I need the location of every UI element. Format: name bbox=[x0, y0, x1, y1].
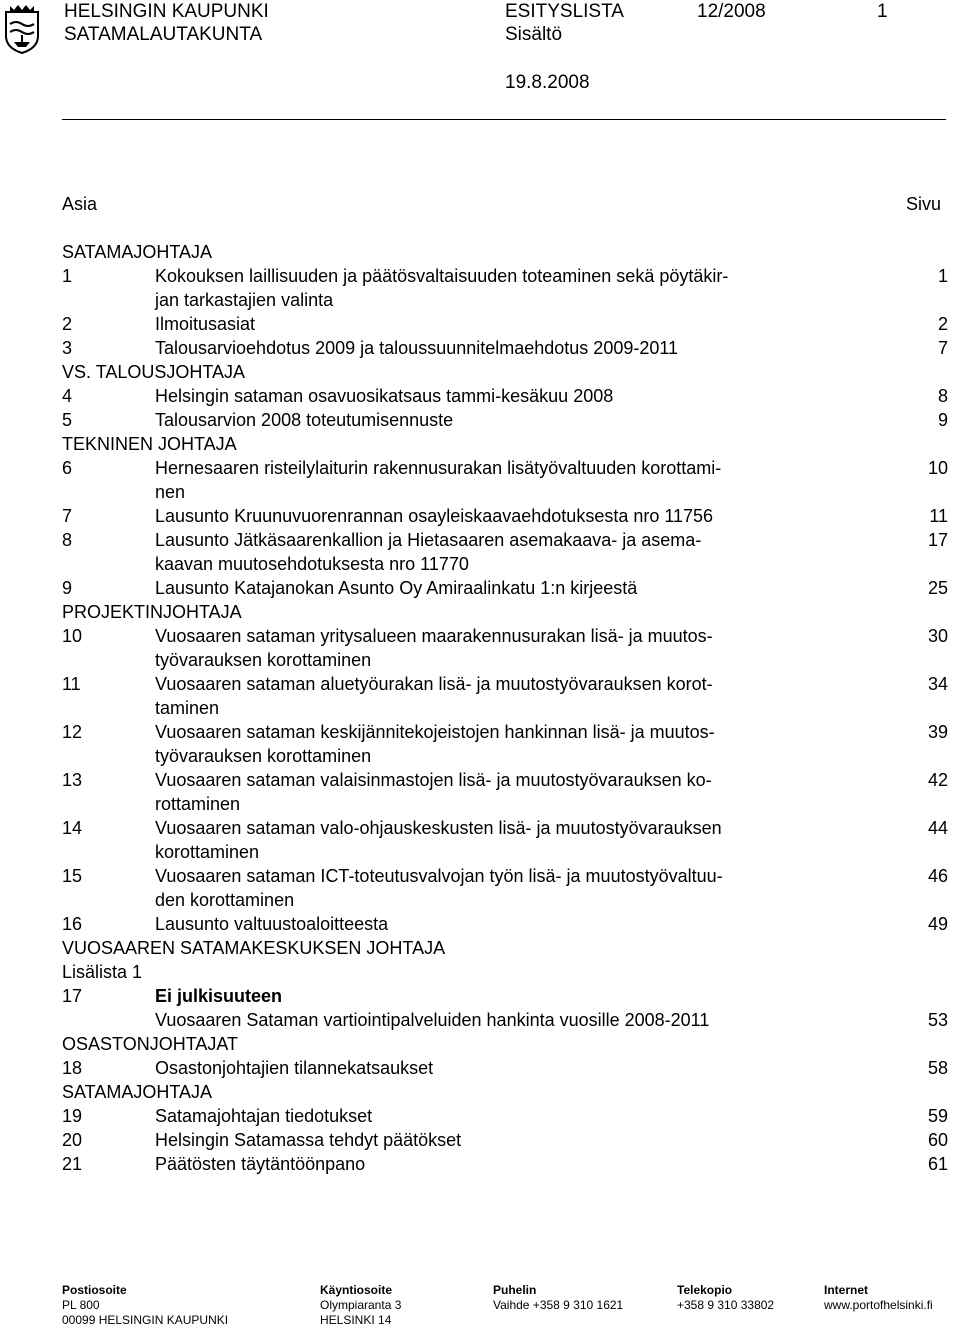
toc-item-page: 8 bbox=[937, 386, 948, 406]
toc-item-number: 3 bbox=[62, 338, 73, 358]
footer-fax-line1: +358 9 310 33802 bbox=[677, 1298, 775, 1312]
toc-section-heading: OSASTONJOHTAJAT bbox=[62, 1034, 239, 1054]
footer-internet-label: Internet bbox=[824, 1283, 869, 1297]
toc-item bbox=[62, 672, 950, 718]
toc-item-page: 39 bbox=[927, 722, 948, 742]
toc-item-title: Lausunto Katajanokan Asunto Oy Amiraalinkatu 1:n kirjeestä bbox=[155, 578, 638, 598]
toc-item-page: 11 bbox=[929, 506, 948, 526]
footer-postal-label: Postiosoite bbox=[62, 1283, 127, 1297]
toc-item-title: Talousarvion 2008 toteutumisennuste bbox=[155, 410, 454, 430]
column-subject: Asia bbox=[62, 194, 98, 214]
toc-item-title: Helsingin sataman osavuosikatsaus tammi-kesäkuu 2008 bbox=[155, 386, 614, 406]
toc-item-number: 9 bbox=[62, 578, 73, 598]
toc-item bbox=[62, 456, 950, 502]
footer-visit-line2: HELSINKI 14 bbox=[320, 1313, 392, 1327]
column-page: Sivu bbox=[906, 194, 942, 214]
toc-item-title: Osastonjohtajien tilannekatsaukset bbox=[155, 1058, 434, 1078]
toc-item-number: 20 bbox=[62, 1130, 83, 1150]
toc-item-title: Hernesaaren risteilylaiturin rakennusurakan lisätyövaltuuden korottami- bbox=[155, 458, 722, 478]
footer-visit-label: Käyntiosoite bbox=[320, 1283, 393, 1297]
toc-item-title: Vuosaaren Sataman vartiointipalveluiden hankinta vuosille 2008-2011 bbox=[155, 1010, 710, 1030]
toc-item-page: 49 bbox=[927, 914, 948, 934]
toc-item bbox=[62, 504, 950, 528]
toc-item bbox=[62, 264, 950, 310]
toc-section-heading: TEKNINEN JOHTAJA bbox=[62, 434, 237, 454]
toc-item-title: nen bbox=[155, 482, 186, 502]
toc-item-number: 15 bbox=[62, 866, 83, 886]
toc-item bbox=[62, 816, 950, 862]
toc-item-number: 1 bbox=[62, 266, 73, 286]
toc-item bbox=[62, 864, 950, 910]
toc-item-title: Lausunto valtuustoaloitteesta bbox=[155, 914, 389, 934]
toc-section-heading: VUOSAAREN SATAMAKESKUKSEN JOHTAJA bbox=[62, 938, 446, 958]
toc-item bbox=[62, 912, 950, 936]
toc-item bbox=[62, 312, 950, 336]
toc-item-page: 2 bbox=[937, 314, 948, 334]
toc-item-number: 2 bbox=[62, 314, 73, 334]
toc-item-page: 59 bbox=[927, 1106, 948, 1126]
footer-visit-line1: Olympiaranta 3 bbox=[320, 1298, 402, 1312]
toc-item bbox=[62, 384, 950, 408]
toc-item-title: Vuosaaren sataman ICT-toteutusvalvojan työn lisä- ja muutostyövaltuu- bbox=[155, 866, 723, 886]
toc-section-heading: SATAMAJOHTAJA bbox=[62, 1082, 213, 1102]
toc-item-number: 12 bbox=[62, 722, 83, 742]
toc-item-page: 61 bbox=[927, 1154, 948, 1174]
toc-item bbox=[62, 768, 950, 814]
toc-item-page: 53 bbox=[927, 1010, 948, 1030]
toc-item bbox=[62, 336, 950, 360]
toc-item-title: Kokouksen laillisuuden ja päätösvaltaisuuden toteaminen sekä pöytäkir- bbox=[155, 266, 729, 286]
toc-item-number: 18 bbox=[62, 1058, 83, 1078]
toc-item-number: 5 bbox=[62, 410, 73, 430]
toc-item bbox=[62, 408, 950, 432]
toc-item bbox=[62, 1104, 950, 1128]
toc-item-title: Lausunto Jätkäsaarenkallion ja Hietasaaren asemakaava- ja asema- bbox=[155, 530, 702, 550]
toc-item-number: 21 bbox=[62, 1154, 83, 1174]
toc-item-title: Vuosaaren sataman aluetyöurakan lisä- ja muutostyövarauksen korot- bbox=[155, 674, 713, 694]
toc-item-title: korottaminen bbox=[155, 842, 260, 862]
toc-item-title: kaavan muutosehdotuksesta nro 11770 bbox=[155, 554, 469, 574]
toc-item-number: 6 bbox=[62, 458, 73, 478]
toc-item-title: taminen bbox=[155, 698, 220, 718]
toc-item-number: 13 bbox=[62, 770, 83, 790]
toc-item-title: Talousarvioehdotus 2009 ja taloussuunnitelmaehdotus 2009-2011 bbox=[155, 338, 679, 358]
toc-item-title: Helsingin Satamassa tehdyt päätökset bbox=[155, 1130, 462, 1150]
toc-section-heading: VS. TALOUSJOHTAJA bbox=[62, 362, 246, 382]
toc-item-page: 17 bbox=[927, 530, 948, 550]
toc-item bbox=[62, 528, 950, 574]
toc-item-page: 7 bbox=[937, 338, 948, 358]
toc-item-page: 9 bbox=[937, 410, 948, 430]
toc-item-number: 19 bbox=[62, 1106, 83, 1126]
toc-item bbox=[62, 720, 950, 766]
header-doc-type: ESITYSLISTA bbox=[505, 1, 624, 22]
toc-item-title: Vuosaaren sataman keskijännitekojeistojen hankinnan lisä- ja muutos- bbox=[155, 722, 715, 742]
toc-item-title: Ilmoitusasiat bbox=[155, 314, 256, 334]
toc-item bbox=[62, 1008, 950, 1032]
toc-item-number: 7 bbox=[62, 506, 73, 526]
toc-section-heading: SATAMAJOHTAJA bbox=[62, 242, 213, 262]
toc-item-number: 8 bbox=[62, 530, 73, 550]
toc-item-page: 44 bbox=[927, 818, 948, 838]
toc-item bbox=[62, 1056, 950, 1080]
header-divider bbox=[62, 119, 946, 120]
toc-item-number: 14 bbox=[62, 818, 83, 838]
toc-item-page: 58 bbox=[927, 1058, 948, 1078]
toc-item-title: jan tarkastajien valinta bbox=[155, 290, 334, 310]
toc-item-page: 42 bbox=[927, 770, 948, 790]
toc-item-title: työvarauksen korottaminen bbox=[155, 746, 372, 766]
footer-postal-line2: 00099 HELSINGIN KAUPUNKI bbox=[62, 1313, 229, 1327]
footer-postal-line1: PL 800 bbox=[62, 1298, 100, 1312]
footer-phone-line1: Vaihde +358 9 310 1621 bbox=[493, 1298, 624, 1312]
toc-item-page: 46 bbox=[927, 866, 948, 886]
toc-item-number: 11 bbox=[62, 674, 81, 694]
header-page-number: 1 bbox=[877, 1, 888, 22]
toc-item-page: 1 bbox=[937, 266, 948, 286]
toc-item-number: 10 bbox=[62, 626, 83, 646]
toc-item-title: Päätösten täytäntöönpano bbox=[155, 1154, 366, 1174]
toc-item-title: Ei julkisuuteen bbox=[155, 986, 283, 1006]
footer-phone-label: Puhelin bbox=[493, 1283, 537, 1297]
header-date: 19.8.2008 bbox=[505, 72, 590, 93]
toc-item-number: 17 bbox=[62, 986, 83, 1006]
header-board: SATAMALAUTAKUNTA bbox=[64, 24, 263, 45]
toc-item-number: 16 bbox=[62, 914, 83, 934]
toc-item bbox=[62, 1128, 950, 1152]
toc-item-title: rottaminen bbox=[155, 794, 241, 814]
toc-item bbox=[62, 624, 950, 670]
toc-item-page: 30 bbox=[927, 626, 948, 646]
toc-item bbox=[62, 984, 950, 1008]
toc-item-title: Vuosaaren sataman valaisinmastojen lisä- ja muutostyövarauksen ko- bbox=[155, 770, 712, 790]
toc-item-title: työvarauksen korottaminen bbox=[155, 650, 372, 670]
toc-item bbox=[62, 576, 950, 600]
toc-item-title: Lausunto Kruunuvuorenrannan osayleiskaavaehdotuksesta nro 11756 bbox=[155, 506, 714, 526]
helsinki-crest-icon bbox=[2, 2, 42, 54]
toc-item-title: Vuosaaren sataman yritysalueen maarakennusurakan lisä- ja muutos- bbox=[155, 626, 713, 646]
toc-item-page: 60 bbox=[927, 1130, 948, 1150]
footer-fax-label: Telekopio bbox=[677, 1283, 733, 1297]
toc-item-title: den korottaminen bbox=[155, 890, 295, 910]
header-doc-number: 12/2008 bbox=[697, 1, 766, 22]
toc-item-page: 25 bbox=[927, 578, 948, 598]
toc-item-page: 10 bbox=[927, 458, 948, 478]
footer-internet-line1[interactable]: www.portofhelsinki.fi bbox=[824, 1298, 933, 1312]
toc-section-heading: Lisälista 1 bbox=[62, 962, 143, 982]
toc-item-title: Vuosaaren sataman valo-ohjauskeskusten lisä- ja muutostyövarauksen bbox=[155, 818, 722, 838]
toc-section-heading: PROJEKTINJOHTAJA bbox=[62, 602, 242, 622]
toc-item-number: 4 bbox=[62, 386, 73, 406]
toc-item-page: 34 bbox=[927, 674, 948, 694]
header-doc-sub: Sisältö bbox=[505, 24, 563, 45]
toc-item-title: Satamajohtajan tiedotukset bbox=[155, 1106, 373, 1126]
toc-item bbox=[62, 1152, 950, 1176]
header-city: HELSINGIN KAUPUNKI bbox=[64, 1, 269, 22]
